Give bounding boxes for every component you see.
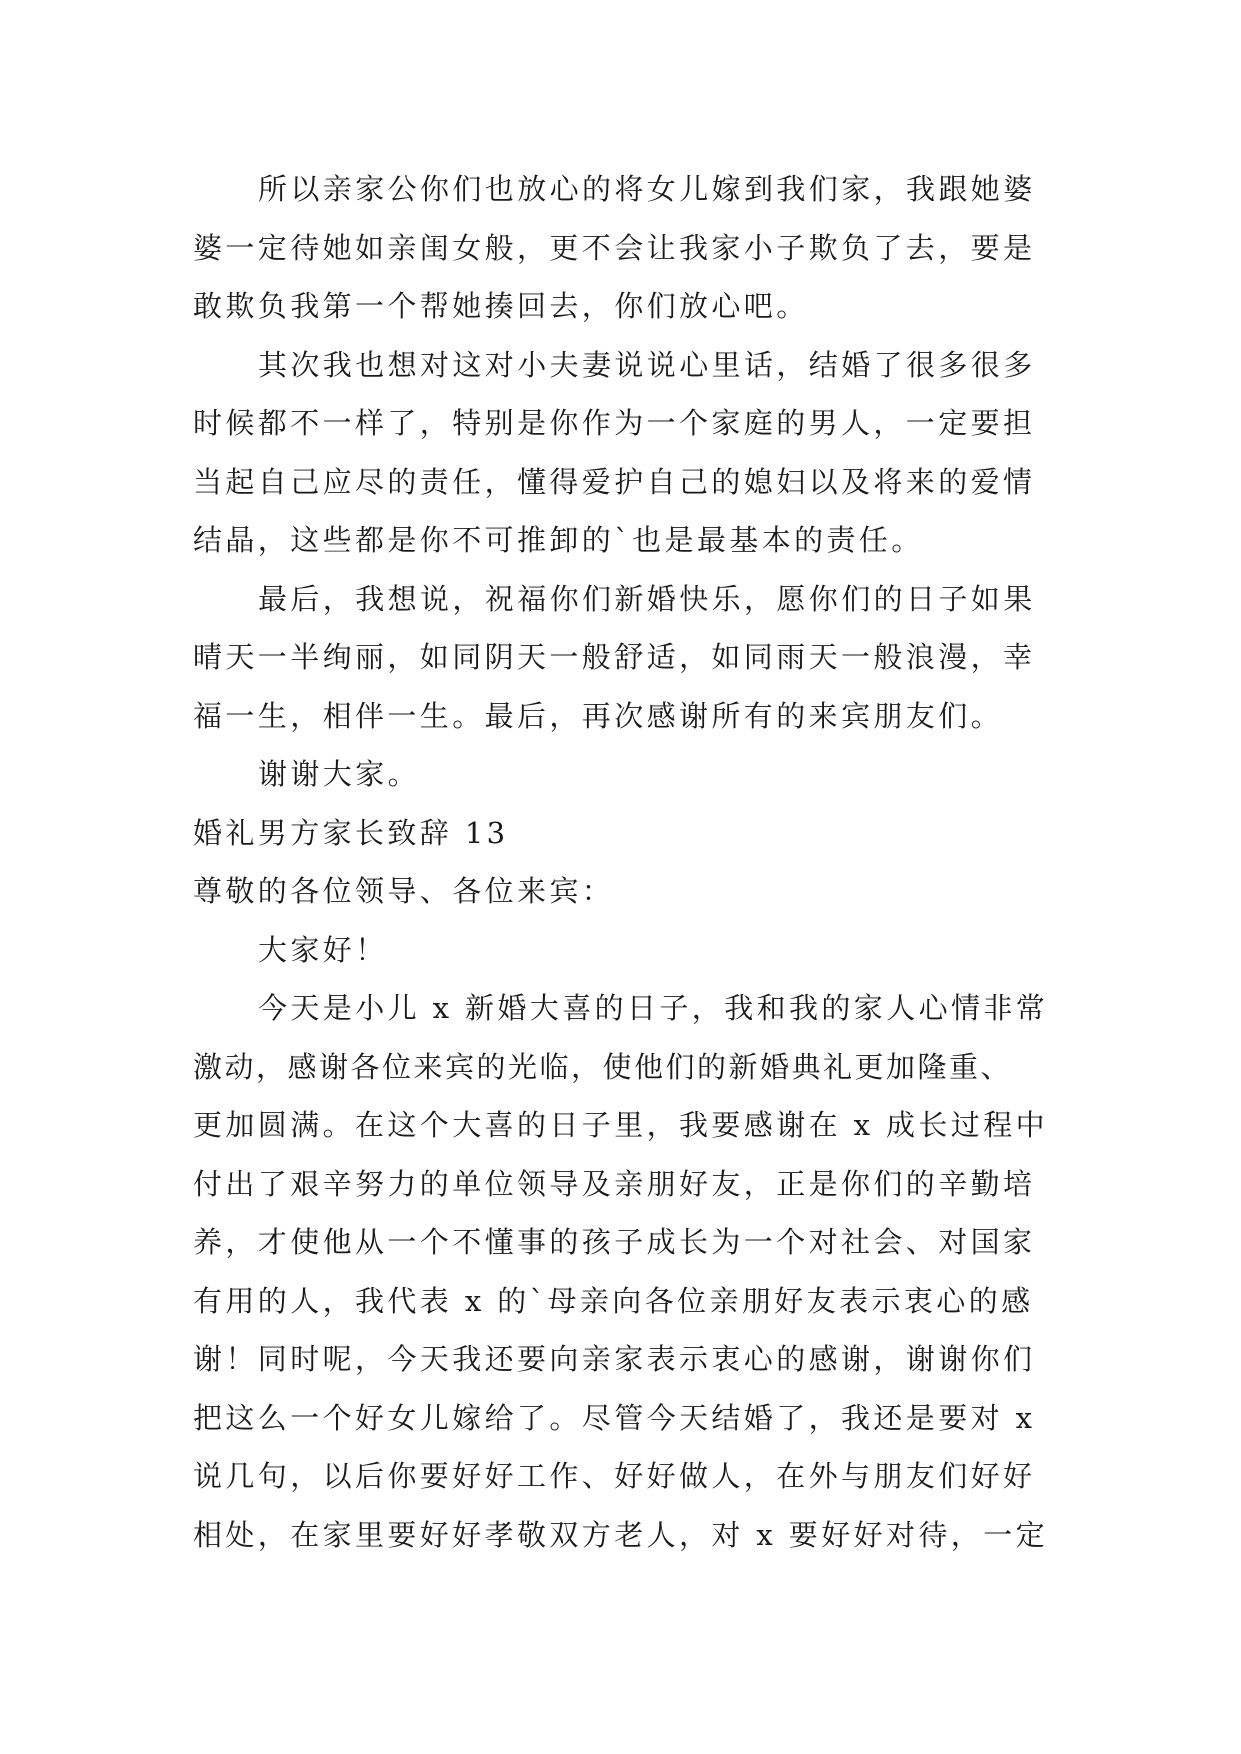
paragraph-line: 福一生，相伴一生。最后，再次感谢所有的来宾朋友们。 bbox=[193, 698, 1004, 733]
paragraph-line: 今天是小儿 x 新婚大喜的日子，我和我的家人心情非常 bbox=[258, 991, 1049, 1025]
paragraph-line: 当起自己应尽的责任，懂得爱护自己的媳妇以及将来的爱情 bbox=[193, 464, 1036, 499]
paragraph-line: 谢！同时呢，今天我还要向亲家表示衷心的感谢，谢谢你们 bbox=[193, 1342, 1036, 1376]
paragraph-line: 谢谢大家。 bbox=[258, 757, 421, 791]
paragraph-line: 相处，在家里要好好孝敬双方老人，对 x 要好好对待，一定 bbox=[193, 1517, 1048, 1552]
paragraph-line: 最后，我想说，祝福你们新婚快乐，愿你们的日子如果 bbox=[258, 581, 1036, 616]
paragraph-line: 结晶，这些都是你不可推卸的`也是最基本的责任。 bbox=[193, 523, 924, 557]
paragraph-line: 说几句，以后你要好好工作、好好做人，在外与朋友们好好 bbox=[193, 1459, 1036, 1493]
paragraph-line: 晴天一半绚丽，如同阴天一般舒适，如同雨天一般浪漫，幸 bbox=[193, 640, 1036, 674]
paragraph-line: 激动，感谢各位来宾的光临，使他们的新婚典礼更加隆重、 bbox=[193, 1049, 1013, 1084]
document-body bbox=[193, 160, 1063, 1564]
greeting: 大家好！ bbox=[258, 932, 388, 967]
paragraph-line: 时候都不一样了，特别是你作为一个家庭的男人，一定要担 bbox=[193, 406, 1036, 440]
paragraph-line: 更加圆满。在这个大喜的日子里，我要感谢在 x 成长过程中 bbox=[193, 1108, 1048, 1142]
section-heading: 婚礼男方家长致辞 13 bbox=[193, 815, 509, 850]
salutation: 尊敬的各位领导、各位来宾： bbox=[193, 874, 615, 908]
paragraph-line: 婆一定待她如亲闺女般，更不会让我家小子欺负了去，要是 bbox=[193, 230, 1036, 265]
paragraph-line: 有用的人，我代表 x 的`母亲向各位亲朋好友表示衷心的感 bbox=[193, 1283, 1034, 1318]
paragraph-line: 所以亲家公你们也放心的将女儿嫁到我们家，我跟她婆 bbox=[258, 172, 1036, 206]
paragraph-line: 养，才使他从一个不懂事的孩子成长为一个对社会、对国家 bbox=[193, 1225, 1036, 1259]
paragraph-line: 把这么一个好女儿嫁给了。尽管今天结婚了，我还是要对 x bbox=[193, 1400, 1036, 1435]
paragraph-line: 付出了艰辛努力的单位领导及亲朋好友，正是你们的辛勤培 bbox=[193, 1166, 1036, 1201]
paragraph-line: 其次我也想对这对小夫妻说说心里话，结婚了很多很多 bbox=[258, 347, 1036, 382]
paragraph-line: 敢欺负我第一个帮她揍回去，你们放心吧。 bbox=[193, 289, 809, 323]
